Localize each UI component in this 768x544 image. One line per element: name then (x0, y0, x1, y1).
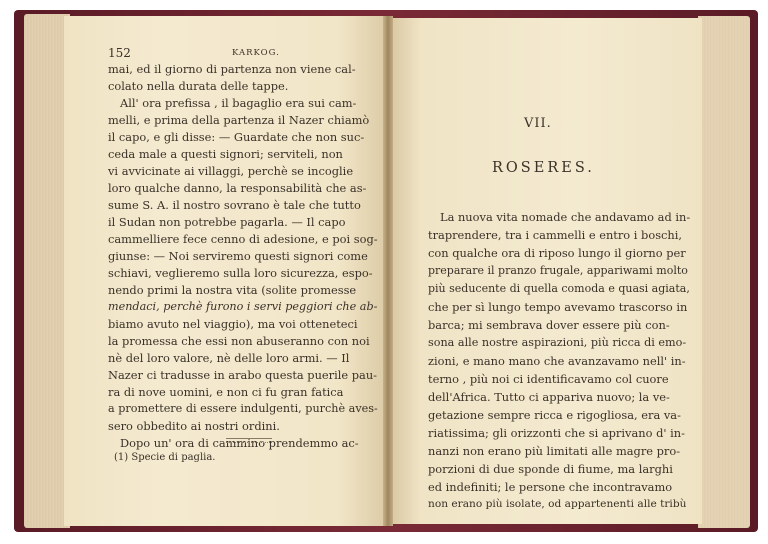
text-line: zioni, e mano mano che avanzavamo nell' in- (428, 354, 686, 368)
footnote-rule (226, 438, 272, 443)
text-line: schiavi, veglieremo sulla loro sicurezza, espo- (108, 266, 373, 280)
text-line: con qualche ora di riposo lungo il giorno per (428, 246, 686, 260)
text-line: la promessa che essi non abuseranno con noi (108, 334, 370, 348)
chapter-number: VII. (524, 116, 552, 131)
text-line: ceda male a questi signori; serviteli, non (108, 147, 343, 161)
text-line: melli, e prima della partenza il Nazer chiamò (108, 113, 370, 127)
text-line: dell'Africa. Tutto ci appariva nuovo; la ve- (428, 390, 670, 404)
text-line: a promettere di essere indulgenti, purchè aves- (108, 402, 378, 415)
text-line: All' ora prefissa , il bagaglio era sui cam- (120, 96, 357, 110)
text-line: più seducente di quella comoda e quasi agiata, (428, 282, 690, 295)
text-line: sero obbedito ai nostri ordini. (108, 419, 280, 433)
text-line: nè del loro valore, nè delle loro armi. — Il (108, 351, 350, 365)
text-line: nendo primi la nostra vita (solite promesse (108, 283, 357, 297)
page-edges-right (698, 16, 750, 528)
text-line: che per sì lungo tempo avevamo trascorso in (428, 300, 688, 314)
text-line: barca; mi sembrava dover essere più con- (428, 318, 670, 332)
text-line: mai, ed il giorno di partenza non viene cal- (108, 62, 356, 76)
text-line: ed indefiniti; le persone che incontravamo (428, 480, 673, 494)
text-line: La nuova vita nomade che andavamo ad in- (440, 210, 691, 224)
text-line: traprendere, tra i cammelli e entro i boschi, (428, 228, 683, 242)
page-number: 152 (108, 46, 131, 60)
text-line: vi avvicinate ai villaggi, perchè se incoglie (108, 164, 354, 178)
text-line: sona alle nostre aspirazioni, più ricca di emo- (428, 336, 687, 349)
text-line: cammelliere fece cenno di adesione, e poi sog- (108, 232, 378, 246)
chapter-title: ROSERES. (492, 160, 595, 176)
text-line: il Sudan non potrebbe pagarla. — Il capo (108, 215, 346, 229)
text-line: ra di nove uomini, e non ci fu gran fatica (108, 385, 344, 399)
text-line: mendaci, perchè furono i servi peggiori che ab- (108, 300, 378, 313)
text-line: Dopo un' ora di cammino prendemmo ac- (120, 436, 359, 450)
text-line: Nazer ci tradusse in arabo questa puerile pau- (108, 368, 378, 382)
text-line: terno , più noi ci identificavamo col cuore (428, 372, 669, 386)
book-gutter (383, 16, 393, 526)
text-line: sume S. A. il nostro sovrano è tale che tutto (108, 198, 361, 212)
text-line: colato nella durata delle tappe. (108, 79, 289, 93)
running-head: KARKOG. (232, 48, 280, 58)
text-line: il capo, e gli disse: — Guardate che non suc- (108, 130, 365, 144)
footnote: (1) Specie di paglia. (114, 452, 216, 463)
text-line: non erano più isolate, od appartenenti alle tribù (428, 498, 687, 510)
text-line: riatissima; gli orizzonti che si aprivano d' in- (428, 426, 685, 440)
text-line: nanzi non erano più limitati alle magre pro- (428, 444, 681, 458)
text-line: getazione sempre ricca e rigogliosa, era va- (428, 408, 681, 422)
text-line: giunse: — Noi serviremo questi signori come (108, 249, 368, 263)
text-line: preparare il pranzo frugale, appariwami molto (428, 264, 688, 277)
text-line: biamo avuto nel viaggio), ma voi otteneteci (108, 317, 358, 331)
text-line: loro qualche danno, la responsabilità che as- (108, 181, 367, 195)
text-line: porzioni di due sponde di fiume, ma larghi (428, 462, 673, 476)
